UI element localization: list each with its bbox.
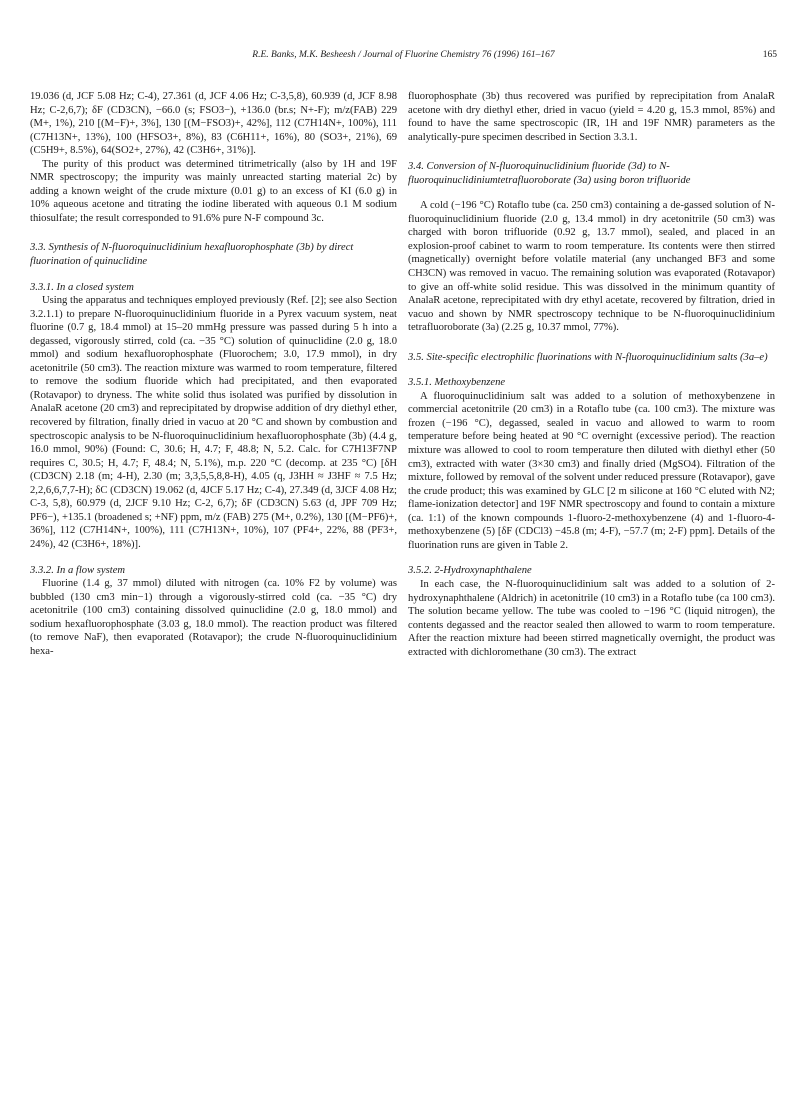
subsection-heading-3-3-1: 3.3.1. In a closed system xyxy=(30,281,134,293)
paragraph-3-5-2: In each case, the N-fluoroquinuclidinium salt was added to a solution of 2-hydroxynaphthalene (Aldrich) in acetonitrile (10 cm3) in a Rotaflo tube (ca 100 cm3). The solution became yellow. The tube was cooled to −196 °C (liquid nitrogen), the contents degassed and the reactor sealed then allowed to warm to room temperature. After the reaction mixture had beeen stirred magnetically overnight, the product was extracted with dichloromethane (30 cm3). The extract xyxy=(408,578,775,658)
section-heading-3-4: 3.4. Conversion of N-fluoroquinuclidinium fluoride (3d) to N-fluoroquinuclidiniumtetrafluoroborate (3a) using boron trifluoride xyxy=(408,161,691,186)
paragraph-3-3-2: Fluorine (1.4 g, 37 mmol) diluted with nitrogen (ca. 10% F2 by volume) was bubbled (130 cm3 min−1) through a vigorously-stirred cold (ca. −35 °C) dry acetonitrile (100 cm3) containing dissolved quinuclidine (2.0 g, 18.0 mmol) and sodium hexafluorophosphate (3.03 g, 18.0 mmol). The reaction product was filtered (to remove NaF), then evaporated (Rotavapor); the crude N-fluoroquinuclidinium hexa- xyxy=(30,578,397,657)
left-column xyxy=(30,90,397,658)
paragraph-3-4: A cold (−196 °C) Rotaflo tube (ca. 250 cm3) containing a de-gassed solution of N-fluoroquinuclidinium fluoride (2.0 g, 13.4 mmol) in dry acetonitrile (50 cm3) was charged with boron trifluoride (0.92 g, 13.7 mmol), sealed, and placed in an explosion-proof cabinet to warm to room temperature. Its contents were then stirred (magnetically) overnight before volatile material (any unchanged BF3 and some CH3CN) was removed in vacuo. The remaining solution was evaporated (Rotavapor) to give an off-white solid residue. This was dissolved in the minimum quantity of AnalaR acetone, reprecipitated with dry ethyl acetate, recovered by filtration, dried in vacuo and shown by NMR spectroscopy technique to be N-fluoroquinuclidinium tetrafluoroborate (3a) (2.25 g, 10.37 mmol, 77%). xyxy=(408,200,775,334)
subsection-heading-3-5-2: 3.5.2. 2-Hydroxynaphthalene xyxy=(408,565,532,577)
page-number: 165 xyxy=(762,50,777,60)
section-heading-3-3: 3.3. Synthesis of N-fluoroquinuclidinium hexafluorophosphate (3b) by direct fluorination of quinuclidine xyxy=(30,242,354,268)
subsection-heading-3-3-2: 3.3.2. In a flow system xyxy=(30,564,126,576)
paragraph-3-3-1: Using the apparatus and techniques employed previously (Ref. [2]; see also Section 3.2.1.1) to prepare N-fluoroquinuclidinium fluoride in a Pyrex vacuum system, neat fluorine (0.7 g, 18.4 mmol) at 15–20 mmHg pressure was passed during 5 h into a degassed, vigorously stirred, cold (ca. −35 °C) solution of quinuclidine (2.0 g, 18.0 mmol) and sodium hexafluorophosphate (Fluorochem; 3.0, 17.9 mmol), in dry acetonitrile (50 cm3). The reaction mixture was warmed to room temperature, filtered to remove the sodium fluoride which had precipitated, and then evaporated (Rotavapor) to dryness. The white solid thus isolated was purified by dissolution in AnalaR acetone (20 cm3) and reprecipitated by dropwise addition of dry diethyl ether, recovered by filtration, finally dried in vacuo at 20 °C and shown by combustion and spectroscopic analysis to be N-fluoroquinuclidinium hexafluorophosphate (3b) (4.4 g, 16.0 mmol, 90%) (Found: C, 30.6; H, 4.7; F, 48.8; N, 5.2. Calc. for C7H13F7NP requires C, 30.5; H, 4.7; F, 48.4; N, 5.1%), m.p. 220 °C (decomp. at 235 °C) [δH (CD3CN) 2.18 (m; 4-H), 2.30 (m; 3,3,5,5,8,8-H), 4.05 (q, J3HH ≈ J3HF ≈ 7.5 Hz; 2,2,6,6,7,7-H); δC (CD3CN) 19.062 (d, 4JCF 5.17 Hz; C-4), 27.349 (d, 3JCF 4.08 Hz; C-3, 5,8), 60.979 (d, 2JCF 9.10 Hz; C-2, 6,7); δF (CD3CN) 5.63 (d, JPF 709 Hz; PF6−), +135.1 (broadened s; +NF) ppm, m/z (FAB) 275 (M+, 0.2%), 130 [(M−PF6)+, 36%], 112 (C7H14N+, 100%), 111 (C7H13N+, 10%), 107 (PF4+, 22%, 88 (PF3+, 24%), 42 (C3H6+, 18%)]. xyxy=(30,295,397,550)
continued-paragraph: fluorophosphate (3b) thus recovered was purified by reprecipitation from AnalaR acetone with dry diethyl ether, dried in vacuo (yield = 4.20 g, 15.3 mmol, 85%) and found to have the same spectroscopic (IR, 1H and 19F NMR) parameters as the analytically-pure specimen described in Section 3.3.1. xyxy=(408,91,775,143)
purity-paragraph: The purity of this product was determined titrimetrically (also by 1H and 19F NMR spectroscopy; the impurity was mainly unreacted starting material 2c) by adding a known weight of the crude mixture (0.01 g) to an excess of KI (6.0 g) in 10% aqueous acetone and titrating the iodine liberated with aqueous 0.1 M sodium thiosulfate; the result corresponded to 91.6% pure N-F compound 3c. xyxy=(30,158,397,224)
right-column xyxy=(408,90,775,659)
section-heading-3-5: 3.5. Site-specific electrophilic fluorinations with N-fluoroquinuclidinium salts (3a–e) xyxy=(408,351,768,363)
paragraph-3-5-1: A fluoroquinuclidinium salt was added to a solution of methoxybenzene in commercial acetonitrile (20 cm3) in a Rotaflo tube (ca. 100 cm3). The mixture was frozen (−196 °C), degassed, sealed in vacuo and allowed to warm to room temperature before being heated at 90 °C overnight (excessive period). The reaction mixture was allowed to cool to room temperature then diluted with diethyl ether (50 cm3), extracted with water (3×30 cm3) and finally dried (MgSO4). Filtration of the mixture, followed by removal of the solvent under reduced pressure (Rotavapor), gave the crude product; this was examined by GLC [2 m silicone at 160 °C eluted with N2; flame-ionization detector] and 19F NMR spectroscopy and found to contain a mixture (ca. 1:1) of the known compounds 1-fluoro-2-methoxybenzene (4) and 1-fluoro-4-methoxybenzene (5) [δF (CDCl3) −45.8 (m; 4-F), −57.7 (m; 2-F) ppm]. Details of the fluorination runs are given in Table 2. xyxy=(408,390,775,551)
continued-paragraph: 19.036 (d, JCF 5.08 Hz; C-4), 27.361 (d, JCF 4.06 Hz; C-3,5,8), 60.939 (d, JCF 8.98 Hz; C-2,6,7); δF (CD3CN), −66.0 (s; FSO3−), +136.0 (br.s; N+-F); m/z(FAB) 229 (M+, 1%), 210 [(M−F)+, 3%], 130 [(M−FSO3)+, 42%], 112 (C7H14N+, 100%), 111 (C7H13N+, 13%), 100 (HFSO3+, 8%), 83 (C6H11+, 16%), 80 (SO3+, 21%), 69 (C5H9+, 8.5%), 64(SO2+, 27%), 42 (C3H6+, 31%)]. xyxy=(30,91,397,157)
running-title: R.E. Banks, M.K. Besheesh / Journal of Fluorine Chemistry 76 (1996) 161–167 xyxy=(252,50,555,60)
running-head xyxy=(30,50,777,64)
subsection-heading-3-5-1: 3.5.1. Methoxybenzene xyxy=(408,377,506,389)
